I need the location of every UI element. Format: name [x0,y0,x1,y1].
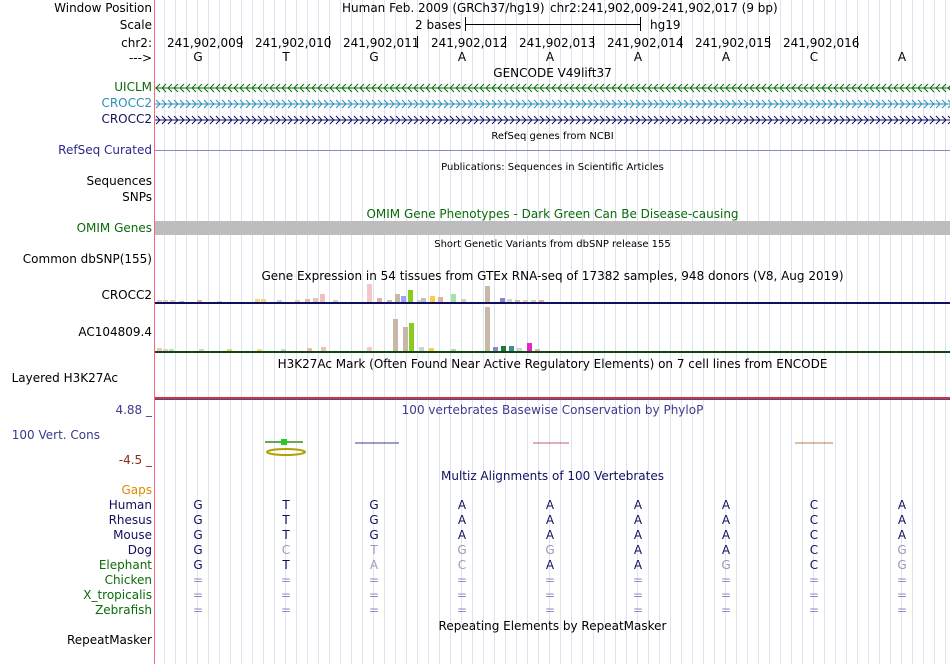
phylop-min-label: -4.5 _ [118,453,152,467]
aligned-base: = [456,588,468,602]
scale-db: hg19 [650,18,681,32]
scale-bar-right [640,17,641,31]
aligned-base: = [280,588,292,602]
track-label-snps[interactable]: SNPs [122,190,152,204]
track-label-uiclm[interactable]: UICLM [114,80,152,94]
aligned-base: A [457,528,467,542]
repeatmasker-track-title: Repeating Elements by RepeatMasker [438,619,667,633]
aligned-base: A [721,498,731,512]
gene-crocc2-a[interactable] [155,96,950,112]
ruler-coordinate: 241,902,016 [783,36,860,50]
aligned-base: = [544,573,556,587]
aligned-base: G [545,543,555,557]
aligned-base: G [369,498,379,512]
species-label-elephant[interactable]: Elephant [98,558,152,572]
gtex-tissue-bar[interactable] [403,327,408,351]
species-label-rhesus[interactable]: Rhesus [108,513,152,527]
gtex-ac104809-baseline [155,351,950,353]
track-label-crocc2-b[interactable]: CROCC2 [101,112,152,126]
aligned-base: = [808,603,820,617]
species-label-mouse[interactable]: Mouse [113,528,152,542]
aligned-base: G [721,558,731,572]
aligned-base: T [282,498,290,512]
aligned-base: G [897,558,907,572]
gtex-tissue-bar[interactable] [485,307,490,351]
dbsnp-track-title: Short Genetic Variants from dbSNP release 155 [434,239,671,250]
aligned-base: = [808,588,820,602]
track-label-column [0,0,154,664]
reference-base: G [369,50,379,64]
track-label-dbsnp[interactable]: Common dbSNP(155) [22,252,152,266]
aligned-base: A [633,543,643,557]
aligned-base: = [720,588,732,602]
refseq-intron-line[interactable] [155,150,950,151]
ruler-coordinate: 241,902,013 [519,36,596,50]
ruler-coordinate: 241,902,011 [343,36,420,50]
gtex-tissue-bar[interactable] [409,323,414,351]
phylop-track-title: 100 vertebrates Basewise Conservation by PhyloP [401,403,704,417]
species-label-chicken[interactable]: Chicken [104,573,152,587]
species-label-dog[interactable]: Dog [127,543,152,557]
aligned-base: = [896,588,908,602]
gtex-crocc2-baseline [155,302,950,304]
aligned-base: A [897,528,907,542]
ruler-coordinate: 241,902,014 [607,36,684,50]
phylop-max-label: 4.88 _ [115,403,152,417]
aligned-base: G [369,528,379,542]
aligned-base: = [720,603,732,617]
reference-base: A [897,50,907,64]
aligned-base: A [633,513,643,527]
aligned-base: = [456,573,468,587]
aligned-base: = [456,603,468,617]
aligned-base: A [897,498,907,512]
window-position-label: Window Position [54,1,152,15]
track-label-gtex-ac104809[interactable]: AC104809.4 [78,325,152,339]
aligned-base: A [545,558,555,572]
scale-bar [465,24,641,25]
aligned-base: T [370,543,378,557]
h3k27ac-signal-bottom [155,399,950,400]
aligned-base: = [896,603,908,617]
gtex-tissue-bar[interactable] [395,294,400,302]
assembly-name: Human Feb. 2009 (GRCh37/hg19) [342,1,545,15]
phylop-negative-mark [267,449,305,455]
aligned-base: G [193,498,203,512]
aligned-base: = [632,588,644,602]
aligned-base: C [809,528,819,542]
aligned-base: = [368,603,380,617]
aligned-base: C [809,543,819,557]
aligned-base: G [457,543,467,557]
aligned-base: = [192,573,204,587]
track-label-h3k27ac[interactable]: Layered H3K27Ac [11,371,118,385]
gtex-tissue-bar[interactable] [451,294,456,302]
track-image-area[interactable] [155,0,950,664]
aligned-base: = [632,603,644,617]
aligned-base: A [897,513,907,527]
aligned-base: A [457,498,467,512]
aligned-base: T [282,528,290,542]
aligned-base: = [280,573,292,587]
aligned-base: A [545,528,555,542]
aligned-base: = [544,588,556,602]
scale-label: Scale [119,18,152,32]
gene-uiclm[interactable] [155,80,950,96]
gencode-track-title: GENCODE V49lift37 [493,66,612,80]
aligned-base: G [193,558,203,572]
gene-crocc2-b[interactable] [155,112,950,128]
aligned-base: A [545,498,555,512]
gencode-gene-models[interactable] [155,80,950,128]
ruler-coordinate: 241,902,009 [167,36,244,50]
aligned-base: = [896,573,908,587]
multiz-track-title: Multiz Alignments of 100 Vertebrates [440,469,665,483]
h3k27ac-track-title: H3K27Ac Mark (Often Found Near Active Regulatory Elements) on 7 cell lines from ENCODE [277,357,828,371]
omim-track-title: OMIM Gene Phenotypes - Dark Green Can Be Disease-causing [366,207,739,221]
reference-base: A [457,50,467,64]
omim-feature-bar[interactable] [155,221,950,235]
reference-base: T [282,50,290,64]
aligned-base: C [809,498,819,512]
track-label-gaps[interactable]: Gaps [121,483,152,497]
track-label-repeatmasker[interactable]: RepeatMasker [66,633,152,647]
reference-base: A [633,50,643,64]
aligned-base: G [193,543,203,557]
aligned-base: = [808,573,820,587]
gtex-track-title: Gene Expression in 54 tissues from GTEx RNA-seq of 17382 samples, 948 donors (V8, Aug 2019) [261,269,844,283]
species-label-zebrafish[interactable]: Zebrafish [95,603,152,617]
aligned-base: C [457,558,467,572]
aligned-base: A [457,513,467,527]
aligned-base: = [544,603,556,617]
aligned-base: = [192,603,204,617]
track-label-phylop[interactable]: 100 Vert. Cons [11,428,100,442]
track-label-gtex-crocc2[interactable]: CROCC2 [101,288,152,302]
gtex-tissue-bar[interactable] [485,286,490,302]
reference-base: A [721,50,731,64]
aligned-base: = [720,573,732,587]
aligned-base: A [721,528,731,542]
aligned-base: T [282,558,290,572]
chrom-label: chr2: [121,36,152,50]
scale-text: 2 bases [415,18,462,32]
aligned-base: A [633,528,643,542]
reference-base: A [545,50,555,64]
aligned-base: A [721,543,731,557]
gtex-tissue-bar[interactable] [527,343,532,351]
aligned-base: T [282,513,290,527]
gtex-tissue-bar[interactable] [408,290,413,302]
window-position-value[interactable]: chr2:241,902,009-241,902,017 (9 bp) [550,1,778,15]
gtex-tissue-bar[interactable] [367,284,372,302]
aligned-base: = [368,588,380,602]
aligned-base: C [281,543,291,557]
refseq-track-title: RefSeq genes from NCBI [491,131,614,142]
aligned-base: A [721,513,731,527]
aligned-base: = [280,603,292,617]
gtex-tissue-bar[interactable] [320,294,325,302]
aligned-base: G [193,528,203,542]
phylop-graph[interactable] [155,436,950,462]
ruler-coordinate: 241,902,010 [255,36,332,50]
track-label-refseq[interactable]: RefSeq Curated [58,143,152,157]
aligned-base: = [632,573,644,587]
aligned-base: = [192,588,204,602]
phylop-peak [281,439,287,445]
aligned-base: = [368,573,380,587]
aligned-base: G [897,543,907,557]
aligned-base: G [193,513,203,527]
aligned-base: A [633,558,643,572]
aligned-base: A [369,558,379,572]
aligned-base: A [633,498,643,512]
publications-track-title: Publications: Sequences in Scientific Articles [441,162,664,173]
reference-base: G [193,50,203,64]
ruler-coordinate: 241,902,012 [431,36,508,50]
reference-base: C [809,50,819,64]
track-label-omim[interactable]: OMIM Genes [76,221,152,235]
aligned-base: C [809,558,819,572]
strand-arrow-label: ---> [128,51,152,65]
track-label-crocc2-a[interactable]: CROCC2 [101,96,152,110]
aligned-base: A [545,513,555,527]
species-label-human[interactable]: Human [108,498,152,512]
ruler-coordinate: 241,902,015 [695,36,772,50]
species-label-x_tropicalis[interactable]: X_tropicalis [83,588,152,602]
aligned-base: C [809,513,819,527]
gtex-tissue-bar[interactable] [393,319,398,351]
aligned-base: G [369,513,379,527]
track-label-sequences[interactable]: Sequences [86,174,152,188]
